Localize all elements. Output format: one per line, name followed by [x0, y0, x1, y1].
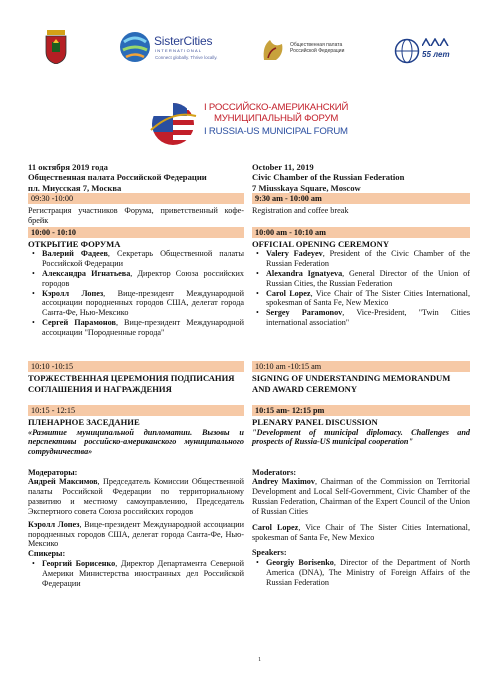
sister-cities-tagline: Connect globally. Thrive locally. — [155, 55, 218, 60]
program-column-en — [252, 162, 470, 612]
civic-chamber-logo — [260, 36, 380, 66]
plenary-title-ru: ПЛЕНАРНОЕ ЗАСЕДАНИЕ — [28, 417, 140, 428]
time-band-registration-en: 9:30 am - 10:00 am — [252, 193, 470, 204]
event-date-en: October 11, 2019 — [252, 162, 314, 172]
time-band-signing-ru: 10:10 -10:15 — [28, 361, 244, 372]
moderator-ru — [28, 520, 244, 550]
logo-row — [0, 26, 490, 76]
speaker-name: Сергей Парамонов — [42, 318, 116, 328]
city-crest-logo — [44, 30, 68, 64]
speaker-role: , Директор Департамента Северной Америки Министерства иностранных дел Российской Федерации — [42, 559, 244, 588]
event-venue-en: Civic Chamber of the Russian Federation — [252, 172, 405, 183]
speaker-role: , Вице-президент Международной ассоциации породненных городов США, делегат города Санта-Фе, Нью-Мексико — [42, 288, 244, 318]
moderator-name: Андрей Максимов — [28, 477, 98, 487]
event-address-ru: пл. Миусская 7, Москва — [28, 182, 122, 193]
registration-text-ru: Регистрация участников Форума, приветственный кофе-брейк — [28, 205, 244, 225]
list-item — [28, 559, 244, 589]
moderator-en — [252, 477, 470, 516]
event-date-ru: 11 октября 2019 года — [28, 162, 108, 172]
civic-chamber-text: Общественная палата Российской Федерации — [290, 42, 345, 55]
plenary-subtitle-ru: «Развитие муниципальной дипломатии. Вызовы и перспективы российско-американского муниципального сотрудничества» — [28, 427, 244, 457]
program-column-ru — [28, 162, 244, 612]
speaker-role: , Vice-President, "Twin Cities international association" — [266, 308, 471, 328]
moderator-ru — [28, 477, 244, 516]
forum-title-ru-1: I РОССИЙСКО-АМЕРИКАНСКИЙ — [204, 102, 349, 113]
moderators-label-en: Moderators: — [252, 467, 297, 477]
speaker-name: Sergey Paramonov — [266, 308, 343, 318]
moderator-role: , Vice Chair of The Sister Cities International, spokesman of Santa Fe, New Mexico — [252, 522, 470, 542]
registration-text-en: Registration and coffee break — [252, 205, 349, 215]
plenary-subtitle-en: "Development of municipal diplomacy. Challenges and prospects of Russia-US municipal cooperation" — [252, 427, 470, 447]
time-band-registration-ru: 09:30 -10:00 — [28, 193, 244, 204]
time-band-opening-ru: 10:00 - 10:10 — [28, 227, 244, 238]
speaker-name: Кэролл Лопез — [42, 288, 104, 298]
opening-title-en: OFFICIAL OPENING CEREMONY — [252, 238, 390, 249]
speakers-label-en: Speakers: — [252, 548, 287, 558]
list-item — [28, 269, 244, 289]
forum-emblem — [148, 100, 358, 152]
moderator-role: , Председатель Комиссии Общественной палаты Российской Федерации по территориальному развитию и местному самоуправлению, Председатель Экспертного совета Союза российских городов — [28, 477, 244, 516]
sister-cities-logo — [118, 30, 228, 66]
speaker-role: , Секретарь Общественной палаты Российской Федерации — [42, 249, 244, 269]
flag-globe-icon — [148, 100, 198, 148]
speaker-name: Георгий Борисенко — [42, 559, 116, 569]
forum-title-ru-2: МУНИЦИПАЛЬНЫЙ ФОРУМ — [214, 113, 339, 124]
moderator-role: , Вице-президент Международной ассоциации породненных городов США, делегат города Санта-Фе, Нью-Мексико — [28, 519, 245, 549]
anniversary-logo — [394, 36, 454, 66]
moderator-name: Кэролл Лопез — [28, 519, 80, 529]
time-band-signing-en: 10:10 am -10:15 am — [252, 361, 470, 372]
list-item — [252, 308, 470, 328]
list-item — [252, 558, 470, 588]
sister-cities-name: SisterCities — [154, 34, 213, 48]
list-item — [252, 289, 470, 309]
speakers-list-ru — [28, 559, 244, 589]
speaker-role: , Директор Союза российских городов — [42, 268, 244, 288]
event-address-en: 7 Miusskaya Square, Moscow — [252, 182, 361, 193]
plenary-title-en: PLENARY PANEL DISCUSSION — [252, 417, 378, 428]
speaker-name: Валерий Фадеев — [42, 249, 108, 259]
speaker-role: , Вице-президент Международной ассоциации "Породненные города" — [42, 318, 244, 337]
opening-title-ru: ОТКРЫТИЕ ФОРУМА — [28, 238, 121, 249]
moderator-name: Andrey Maximov — [252, 477, 315, 487]
list-item — [28, 249, 244, 269]
time-band-plenary-en: 10:15 am- 12:15 pm — [252, 405, 470, 416]
signing-title-en: SIGNING OF UNDERSTANDING MEMORANDUM AND AWARD CEREMONY — [252, 373, 451, 394]
speaker-name: Alexandra Ignatyeva — [266, 268, 343, 278]
speakers-list-en — [252, 558, 470, 588]
list-item — [252, 269, 470, 289]
opening-speakers-ru — [28, 249, 244, 361]
speaker-name: Carol Lopez — [266, 288, 311, 298]
speaker-name: Georgiy Borisenko — [266, 558, 334, 568]
speaker-role: , Vice Chair of The Sister Cities International, spokesman of Santa Fe, New Mexico — [266, 288, 470, 308]
signing-title-ru: ТОРЖЕСТВЕННАЯ ЦЕРЕМОНИЯ ПОДПИСАНИЯ СОГЛАШЕНИЯ И НАГРАЖДЕНИЯ — [28, 373, 235, 394]
speaker-role: , President of the Civic Chamber of the Russian Federation — [266, 249, 470, 269]
time-band-plenary-ru: 10:15 - 12:15 — [28, 405, 244, 416]
forum-title-en: I RUSSIA-US MUNICIPAL FORUM — [204, 126, 348, 137]
moderators-label-ru: Модераторы: — [28, 467, 78, 477]
speakers-label-ru: Спикеры: — [28, 549, 66, 559]
moderator-en — [252, 523, 470, 543]
event-venue-ru: Общественная палата Российской Федерации — [28, 172, 207, 183]
page-number: 1 — [258, 656, 262, 663]
time-band-opening-en: 10:00 am - 10:10 am — [252, 227, 470, 238]
anniversary-text: 55 лет — [422, 50, 450, 59]
list-item — [252, 249, 470, 269]
opening-speakers-en — [252, 249, 470, 361]
speaker-name: Valery Fadeyev — [266, 249, 323, 259]
list-item — [28, 318, 244, 338]
speaker-role: , General Director of the Union of Russian Cities, the Russian Federation — [266, 268, 470, 288]
moderator-role: , Chairman of the Commission on Territorial Development and Local Self-Government, Civic Chamber of the Russian Federation, Chairman of the Expert Council of the Union of Russian Cities — [252, 477, 471, 516]
moderator-name: Carol Lopez — [252, 522, 299, 532]
speaker-role: , Director of the Department of North America (DNA), The Ministry of Foreign Affairs of the Russian Federation — [266, 558, 470, 587]
list-item — [28, 289, 244, 319]
sister-cities-sub: INTERNATIONAL — [155, 48, 203, 53]
speaker-name: Александра Игнатьева — [42, 268, 131, 278]
